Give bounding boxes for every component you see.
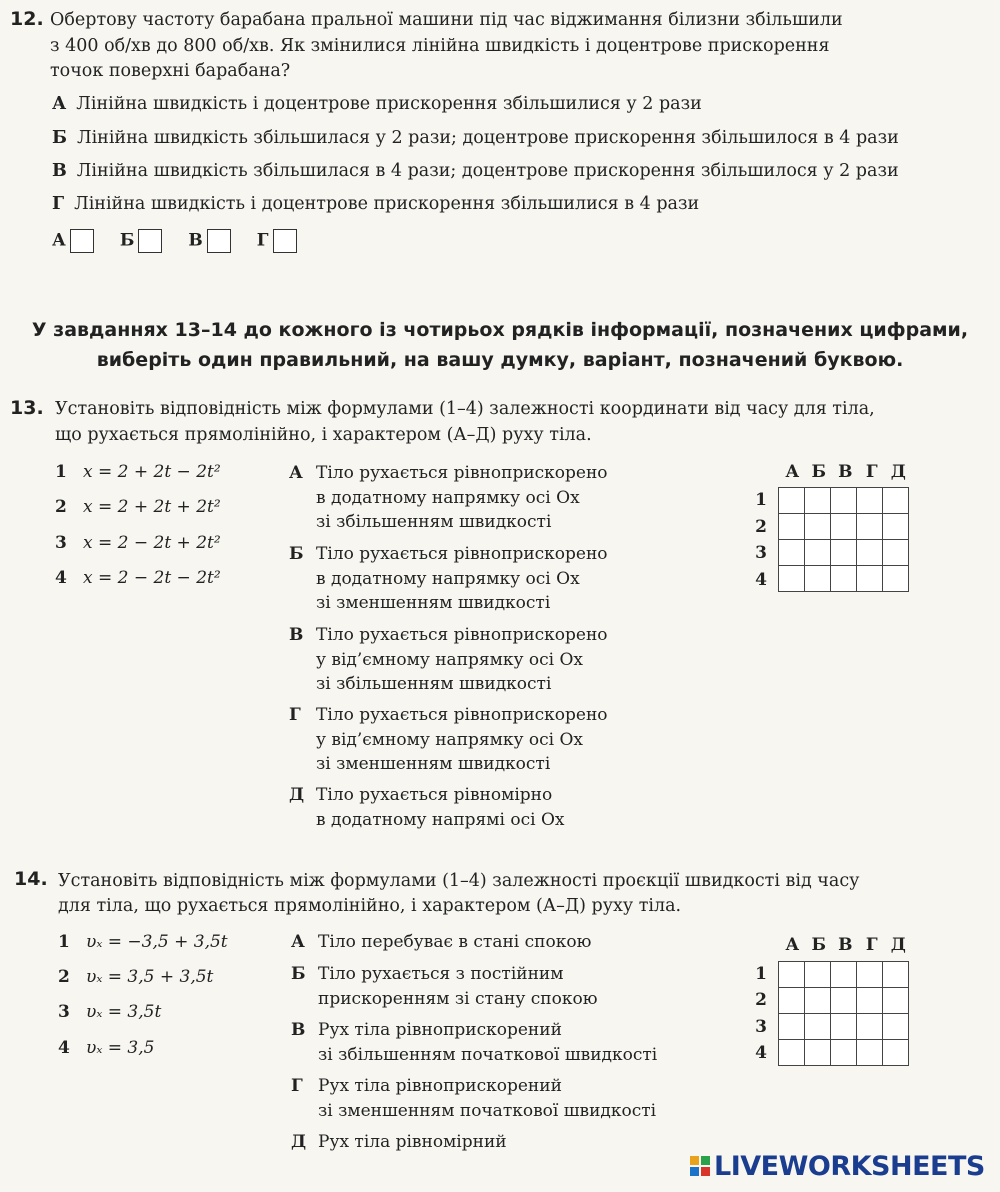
- q14-cell[interactable]: [857, 1014, 883, 1040]
- q13-formula-3: 3 x = 2 − 2t + 2t²: [55, 533, 221, 553]
- q14-cell[interactable]: [779, 962, 805, 988]
- q14-cell[interactable]: [857, 962, 883, 988]
- q13-formula-1: 1 x = 2 + 2t − 2t²: [55, 462, 221, 482]
- q14-choice-a: А Тіло перебуває в стані спокою: [291, 932, 592, 952]
- q12-stem-line-1: Обертову частоту барабана пральної машини під час віджимання білизни збільшили: [50, 10, 843, 30]
- q13-cell[interactable]: [857, 540, 883, 566]
- q14-grid-header: А Б В Г Д: [785, 935, 906, 955]
- q14-cell[interactable]: [831, 1040, 857, 1066]
- q14-choice-d: Г Рух тіла рівноприскорений зі зменшенням початкової швидкості: [291, 1076, 657, 1121]
- q13-grid-header: А Б В Г Д: [785, 462, 906, 482]
- q13-cell[interactable]: [831, 488, 857, 514]
- q14-formula-3: 3 υₓ = 3,5t: [58, 1002, 162, 1022]
- q14-answer-grid: [778, 961, 909, 1066]
- liveworksheets-badge-icon: [690, 1156, 710, 1176]
- q14-cell[interactable]: [831, 1014, 857, 1040]
- q12-stem-line-2: з 400 об/хв до 800 об/хв. Як змінилися лінійна швидкість і доцентрове прискорення: [50, 36, 830, 56]
- q13-choice-c: В Тіло рухається рівноприскорено у від’ємному напрямку осі Ox зі збільшенням швидкості: [289, 625, 608, 694]
- q13-choice-a: А Тіло рухається рівноприскорено в додатному напрямку осі Ox зі збільшенням швидкості: [289, 463, 608, 532]
- q13-answer-grid: [778, 487, 909, 592]
- q14-cell[interactable]: [779, 1040, 805, 1066]
- q12-number: 12.: [10, 8, 44, 30]
- q13-formula-4: 4 x = 2 − 2t − 2t²: [55, 568, 221, 588]
- q13-number: 13.: [10, 397, 44, 419]
- q13-cell[interactable]: [805, 540, 831, 566]
- q12-option-c: В Лінійна швидкість збільшилася в 4 рази; доцентрове прискорення збільшилося у 2 рази: [52, 161, 899, 181]
- q12-answer-row: А Б В Г: [52, 229, 323, 253]
- q13-choice-b: Б Тіло рухається рівноприскорено в додатному напрямку осі Ox зі зменшенням швидкості: [289, 544, 608, 613]
- q13-row-label-1: 1: [755, 490, 767, 510]
- q13-cell[interactable]: [883, 514, 909, 540]
- q13-cell[interactable]: [831, 540, 857, 566]
- q14-cell[interactable]: [883, 1040, 909, 1066]
- q13-cell[interactable]: [779, 566, 805, 592]
- q14-cell[interactable]: [805, 962, 831, 988]
- q14-cell[interactable]: [805, 1040, 831, 1066]
- q12-option-a: А Лінійна швидкість і доцентрове прискорення збільшилися у 2 рази: [52, 94, 702, 114]
- q13-stem-line-2: що рухається прямолінійно, і характером (А–Д) руху тіла.: [55, 425, 592, 445]
- q14-choice-c: В Рух тіла рівноприскорений зі збільшенням початкової швидкості: [291, 1020, 658, 1065]
- q13-stem-line-1: Установіть відповідність між формулами (1–4) залежності координати від часу для тіла,: [55, 399, 875, 419]
- q13-cell[interactable]: [831, 514, 857, 540]
- q13-cell[interactable]: [805, 514, 831, 540]
- q12-stem-line-3: точок поверхні барабана?: [50, 61, 291, 81]
- liveworksheets-logo: LIVEWORKSHEETS: [690, 1151, 985, 1182]
- q12-checkbox-c[interactable]: [207, 229, 231, 253]
- q13-row-label-2: 2: [755, 517, 767, 537]
- q14-cell[interactable]: [883, 988, 909, 1014]
- q13-choice-e: Д Тіло рухається рівномірно в додатному напрямі осі Ox: [289, 785, 565, 830]
- q14-row-label-4: 4: [755, 1043, 767, 1063]
- q13-cell[interactable]: [831, 566, 857, 592]
- q13-cell[interactable]: [779, 488, 805, 514]
- q13-cell[interactable]: [883, 488, 909, 514]
- q14-row-label-1: 1: [755, 964, 767, 984]
- q14-choice-e: Д Рух тіла рівномірний: [291, 1132, 507, 1152]
- q14-cell[interactable]: [805, 1014, 831, 1040]
- q13-cell[interactable]: [805, 488, 831, 514]
- q14-cell[interactable]: [831, 962, 857, 988]
- q13-cell[interactable]: [857, 566, 883, 592]
- q12-checkbox-a[interactable]: [70, 229, 94, 253]
- q12-option-b: Б Лінійна швидкість збільшилася у 2 рази; доцентрове прискорення збільшилося в 4 рази: [52, 128, 899, 148]
- q13-cell[interactable]: [883, 540, 909, 566]
- q14-number: 14.: [14, 868, 48, 890]
- q14-formula-2: 2 υₓ = 3,5 + 3,5t: [58, 967, 214, 987]
- q14-cell[interactable]: [779, 1014, 805, 1040]
- q13-cell[interactable]: [857, 488, 883, 514]
- q13-formula-2: 2 x = 2 + 2t + 2t²: [55, 497, 221, 517]
- q14-cell[interactable]: [883, 962, 909, 988]
- q14-cell[interactable]: [857, 1040, 883, 1066]
- q14-stem-line-2: для тіла, що рухається прямолінійно, і характером (А–Д) руху тіла.: [58, 896, 682, 916]
- q14-cell[interactable]: [857, 988, 883, 1014]
- q12-checkbox-d[interactable]: [273, 229, 297, 253]
- instruction-line-1: У завданнях 13–14 до кожного із чотирьох рядків інформації, позначених цифрами,: [31, 319, 969, 341]
- q13-cell[interactable]: [883, 566, 909, 592]
- q13-cell[interactable]: [779, 514, 805, 540]
- q13-cell[interactable]: [805, 566, 831, 592]
- q14-formula-4: 4 υₓ = 3,5: [58, 1038, 155, 1058]
- q14-cell[interactable]: [831, 988, 857, 1014]
- q14-row-label-2: 2: [755, 990, 767, 1010]
- q14-stem-line-1: Установіть відповідність між формулами (1–4) залежності проєкції швидкості від часу: [58, 871, 860, 891]
- q13-choice-d: Г Тіло рухається рівноприскорено у від’ємному напрямку осі Ox зі зменшенням швидкості: [289, 705, 608, 774]
- q12-checkbox-b[interactable]: [138, 229, 162, 253]
- q14-choice-b: Б Тіло рухається з постійним прискоренням зі стану спокою: [291, 964, 598, 1009]
- instruction-line-2: виберіть один правильний, на вашу думку, варіант, позначений буквою.: [96, 349, 904, 371]
- q14-cell[interactable]: [883, 1014, 909, 1040]
- q13-cell[interactable]: [857, 514, 883, 540]
- q13-cell[interactable]: [779, 540, 805, 566]
- q14-cell[interactable]: [805, 988, 831, 1014]
- q14-formula-1: 1 υₓ = −3,5 + 3,5t: [58, 932, 228, 952]
- q14-row-label-3: 3: [755, 1017, 767, 1037]
- q13-row-label-4: 4: [755, 570, 767, 590]
- q13-row-label-3: 3: [755, 543, 767, 563]
- q14-cell[interactable]: [779, 988, 805, 1014]
- q12-option-d: Г Лінійна швидкість і доцентрове прискорення збільшилися в 4 рази: [52, 194, 700, 214]
